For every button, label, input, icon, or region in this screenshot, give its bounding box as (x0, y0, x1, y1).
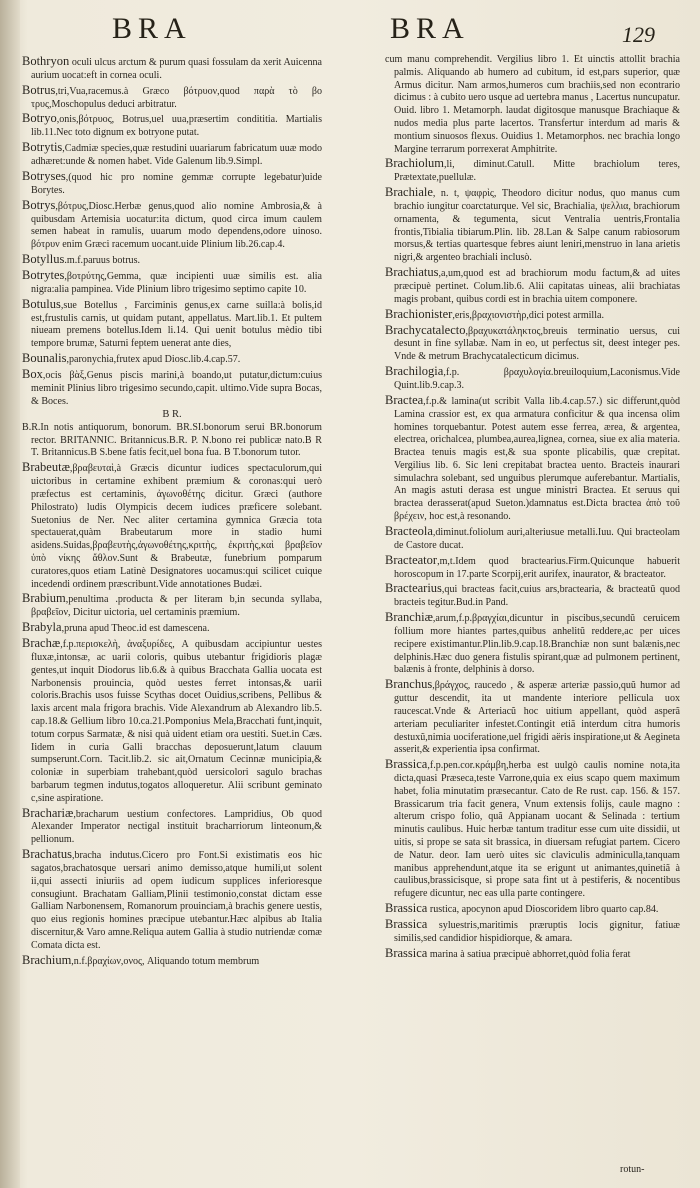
entry-definition: ,tri,Vua,racemus.à Græco βότρυον,quod παρὰ τὸ βο τρυς,Moschopulus deduci arbitratur. (31, 85, 322, 110)
entry-headword: Botulus (22, 296, 61, 311)
dictionary-entry (385, 677, 680, 757)
entry-definition: ,sue Botellus , Farciminis genus,ex carne suilla:à bolis,id est,frustulis carnis, ut quidam putant, appellatus. Mart.lib.1. Et pultem niueam premens botellus.Idem li.14. Qui uenit botulus mèdio tibi tempore brumæ, Saturni feptem uenerat ante dies, (31, 299, 322, 350)
entry-definition: B.R.In notis antiquorum, bonorum. BR.SI.bonorum serui BR.bonorum rector. BRITANNIC. Britannicus.B.R. P. N.bono rei publicæ nato.B R T. Britannicus.B S.bene fatis fecit,uel bona fua. B T.bonorum tutor. (22, 421, 322, 459)
dictionary-entry (385, 946, 680, 962)
dictionary-entry (22, 252, 322, 268)
dictionary-entry (22, 268, 322, 297)
dictionary-entry (385, 757, 680, 901)
entry-definition: ,eris,βραχιονιστὴρ,dici potest armilla. (452, 309, 604, 321)
entry-headword: Branchus (385, 677, 433, 692)
entry-headword: Botryses (22, 168, 66, 183)
entry-headword: Brachæ (22, 636, 61, 651)
entry-definition: ,li, diminut.Catull. Mitte brachiolum teres, Prætextate,puellulæ. (394, 159, 680, 184)
dictionary-entry (22, 953, 322, 969)
entry-definition: rustica, apocynon apud Dioscoridem libro quarto cap.84. (427, 904, 659, 916)
entry-definition: , n. t, ψαφρὶς, Theodoro dicitur nodus, quo manus cum brachio iungitur coarctaturque. Vel sic, Brachialia, ψελλια, brachiorum ornamenta, & tegumenta, sicut Ventralia uentris,Frontalia frontis,Tibialia tibiarum.Plin. lib. 28.Lan & Salpe canum rabiosorum morsus,& tertias quartesque febres aiunt leniri,menstruo in lana arietis nigri,& argenteo brachiali inclusò. (394, 188, 680, 264)
dictionary-entry (22, 198, 322, 252)
entry-headword: Brachycatalecto (385, 322, 466, 337)
entry-headword: Box (22, 366, 43, 381)
right-column (385, 54, 680, 1164)
entry-definition: ,qui bracteas facit,cuius ars,bractearia, & bracteatũ quod bracteis tegitur.Bud.in Pand. (394, 584, 680, 609)
dictionary-entry (22, 297, 322, 351)
entry-headword: Brachariæ (22, 805, 74, 820)
dictionary-entry (22, 140, 322, 169)
dictionary-entry (385, 553, 680, 582)
entry-headword: Botrytis (22, 140, 63, 155)
entry-headword: Brachiale (385, 185, 433, 200)
entry-definition: ,βότρυς,Diosc.Herbæ genus,quod alio nomine Ambrosia,& à quibusdam Artemisia uocatur:ita dictum, quod circa imum caulem semen habeat in ramulis, uuarum modo dependens,odore uinoso. βότρυν enim Græci racemum uocant.uide Plinium lib.26.cap.4. (31, 200, 322, 251)
entry-headword: Botrys (22, 197, 56, 212)
entry-definition: ,Cadmiæ species,quæ restudini uuariarum fabricatum uuæ modo adhæret:unde & nomen habet. Vide Galenum lib.9.Simpl. (31, 143, 322, 168)
dictionary-entry (385, 917, 680, 946)
entry-definition: ,f.p.& lamina(ut scribit Valla lib.4.cap.57.) sic differunt,quòd Lamina crassior est, ex qua armatura conficitur & qua incensa olim homines torquebantur. Potest autem esse ferrea, ærea, & argentea, electrea, orichalcea, plumbea,aurea,lignea, cornea, siue ex alia materia. Bractea tenuis magis est,& sua sponte plicabilis, quæ crepitat. Vergilius lib. 6. Sic leni crepitabat bractea uento. Bracteis inaurari simulachra solebant, sed unguibus plerumque auferebantur. Martialis, An magis astuti derasa est ungue ministri Bractea. Et seruus qui bractea derasserat(apud Sueton.)damnatus est.Dicta bractea ἀπὸ τοῦ βρέχειν, hoc est,à resonando. (394, 395, 680, 523)
binding-gutter (0, 0, 20, 1188)
dictionary-entry (385, 364, 680, 393)
entry-definition: ,arum,f.p.βραγχίαι,dicuntur in piscibus,secundũ ceruicem follium more hiantes partes,quibus anhelitũ reddere,ac per uices recipere existimantur.Plin.lib.9.cap.18.Branchiæ non sunt balænis,nec delphinis.Hæc duo genera fistulis spirant,quæ ad pulmonem pertinent, balænis à fronte, delphinis à dorso. (394, 613, 680, 676)
entry-definition: ,βραβευταὶ,à Græcis dicuntur iudices spectaculorum,qui uictoribus in certamine exhibent præmium & coronas:qui uerò præfectus est certaminis, ἀγωνοθέτης dicitur. Græci (authore Philostrato) ludis Olympicis decem iudices præficere solebant. Suetonius de Ner. Nec aliter certamina gymnica Græcia tota spectauerat,quàm Brabeutarum more in stadio humi asidens.Suidas,βραβευτὴς,ἀγωνοθέτης,κριτὴς, ἐκριτὴς,καὶ βραβεῖον ὑπὸ νίκης ἄθλον.Sunt & Brabeutæ, funebrium pomparum curatores,quos etiam Latinè Designatores uocamus:qui scilicet cuique incedendi ordinem præscribunt.Vide annotationes Budæi. (31, 463, 322, 590)
entry-definition: ,a,um,quod est ad brachiorum modu factum,& ad uites præcipuè pertinet. Colum.lib.6. Alii capitatas uineas, alii brachiatas magis probant, quibus cordi est in brachia uitem componere. (394, 268, 680, 305)
entry-headword: Brabeutæ (22, 460, 70, 475)
dictionary-entry (385, 581, 680, 610)
entry-headword: Bracteator (385, 552, 438, 567)
dictionary-entry (385, 901, 680, 917)
entry-definition: ,βραχυκατάληκτος,breuis terminatio uersus, cui desunt in fine syllabæ. Nam in eo, ut perfectus sit, deest integer pes. Vnde & metrum Brachycatalecticum dicimus. (394, 325, 680, 363)
left-column (22, 54, 322, 1164)
dictionary-entry (22, 422, 322, 460)
entry-definition: ,m,t.Idem quod bractearius.Firm.Quicunque habuerit horoscopum in 17.parte Scorpij,erit aurifex, inaurator, & bracteator. (394, 555, 680, 580)
dictionary-entry (385, 307, 680, 323)
header-right: BRA (390, 12, 470, 45)
dictionary-entry (22, 806, 322, 848)
entry-headword: Bracteola (385, 523, 433, 538)
entry-definition: ,penultima .producta & per literam b,in secunda syllaba, βραβεῖον, Dicitur uictoria, uel certaminis præmium. (31, 594, 322, 619)
entry-definition: ,(quod hic pro nomine gemmæ corrupte legebatur)uide Borytes. (31, 171, 322, 196)
dictionary-entry (22, 620, 322, 636)
header-left: BRA (112, 12, 192, 45)
entry-headword: Botryo (22, 111, 57, 126)
dictionary-entry (22, 351, 322, 367)
running-header (0, 12, 700, 52)
page-number: 129 (622, 22, 655, 47)
dictionary-entry (22, 460, 322, 591)
dictionary-entry (385, 610, 680, 677)
dictionary-entry (22, 83, 322, 112)
entry-headword: Branchiæ (385, 610, 433, 625)
dictionary-entry (22, 847, 322, 953)
dictionary-entry (385, 156, 680, 185)
dictionary-entry (385, 185, 680, 265)
entry-definition: cum manu comprehendit. Vergilius libro 1. Et uinctis attollit brachia palmis. Aliquando ab humero ad cubitum, id est,pars superior, quæ Armus dicitur. Nam armos,humeros cum brachiis,sed non econtrario dicimus : à cubito uero usque ad uertebra manus , Lacertus nuncupatur. Ouid. libro 1. Metamorph. laudat digitosque manusque Brachiaque & nudos media plus parte lacertos. Transfertur interdum ad maris & montium sinuosos flexus. Ouidius 1. Metamorphos. nec brachia longo Margine terrarum porrexerat Amphitrite. (385, 54, 680, 155)
entry-definition: ,f.p.περισκελὴ, ἀναξυρίδες, A quibusdam accipiuntur uestes fluxæ,intonsæ, ac uarii coloris, quibus utebantur frigidioris plagæ gentes,ut inquit Diodorus lib.6.& à quibus Bracchata Gallia uocata est Narbonensis prouincia, quòd uestes ferret intonsas,& uarii coloris.Brachis usos fuisse Scythas docet Ouidius,scribens, Pellibus & laxis arcent mala frigora brachis. Vide Alexandrum ab Alexandro lib.5. cap.18.& Gellium libro 10.ca.21.Pomponius Mela,Bracchati funt,inquit, totum corpus Sarmatæ, & nisi quà uident etiam ora uestiti. Suet.in Cæs. Iidem in curia Galli bracchas deposuerunt,latum clauum sumpserunt.Corn. Tacit.lib.2. sic ait,Ornatum Cecinnæ municipia,& coloniæ in superbiam trahebant,quòd uersicolori sagulo brachas barbarum tegmen indutus,togatos alloqueretur. Alii scribunt geminato c,sine aspiratione. (31, 639, 322, 804)
entry-headword: Bractea (385, 392, 424, 407)
entry-definition: .m.f.paruus botrus. (64, 255, 140, 266)
catchword: rotun- (620, 1164, 645, 1175)
entry-headword: Brachatus (22, 847, 72, 862)
entry-headword: Brassica (385, 945, 428, 960)
entry-headword: Brachiatus (385, 265, 439, 280)
entry-definition: marina à satiua præcipuè abhorret,quòd folia ferat (427, 948, 631, 960)
dictionary-entry (385, 54, 680, 156)
entry-definition: ,n.f.βραχίων,ονος, Aliquando totum membrum (71, 955, 260, 967)
entry-headword: Brassica (385, 901, 428, 916)
entry-headword: Brachionister (385, 306, 453, 321)
entry-headword: Brachilogia (385, 364, 444, 379)
entry-definition: ,βοτρύτης,Gemma, quæ incipienti uuæ similis est. alia nigra:alia pampinea. Vide Plinium libro trigesimo septimo capite 10. (31, 270, 322, 295)
dictionary-entry (385, 265, 680, 307)
entry-headword: Bounalis (22, 351, 67, 365)
entry-headword: Brassica (385, 757, 428, 772)
entry-definition: ,f.p. βραχυλογία.breuiloquium,Laconismus.Vide Quint.lib.9.cap.3. (394, 367, 680, 391)
entry-definition: ,paronychia,frutex apud Diosc.lib.4.cap.57. (66, 354, 241, 365)
dictionary-entry (22, 636, 322, 806)
dictionary-entry (385, 323, 680, 365)
entry-definition: ,bracha indutus.Cicero pro Font.Si existimatis eos hic sagatos,brachatosque uersari animo demisso,atque humili,ut solent ii,qui assecti iniuriis ad opem iudicum supplices inferioresque consugiunt. Brachatam Galliam,Plinii testimonio,constat dictam esse Galliam Narbonensem, Romanorum prouinciam,à brachis genere uestis, quo eius regionis homines præcipue utebantur.Hæc alpibus ab Italia discernitur,& Varo amne.Reliqua autem Gallia à studio nutriendæ comæ Comata dicta est. (31, 850, 322, 951)
entry-headword: Brachiolum (385, 156, 445, 171)
entry-headword: Brachium (22, 952, 72, 967)
entry-headword: Botrus (22, 82, 56, 97)
entry-definition: ,onis,βότρυος, Botrus,uel uua,præsertim condititia. Martialis lib.11.Nec toto dignum ex botryone putat. (31, 114, 322, 139)
entry-definition: ,bracharum uestium confectores. Lampridius, Ob quod Alexander Imperator nectigal instituit bracharriorum linteonum,& pellionum. (31, 808, 322, 846)
entry-headword: Botrytes (22, 267, 65, 282)
dictionary-entry (385, 393, 680, 524)
entry-headword: Botyllus (22, 252, 65, 266)
dictionary-entry (22, 111, 322, 140)
entry-headword: Bractearius (385, 581, 442, 596)
entry-headword: Brabyla (22, 620, 62, 635)
dictionary-entry (385, 524, 680, 553)
dictionary-entry (22, 169, 322, 198)
entry-definition: oculi ulcus arctum & purum quasi fossulam da xerit Auicenna aurium uocat:eft in cornea oculi. (31, 57, 322, 81)
entry-definition: ,f.p.pen.cor.κράμβη,herba est uulgò caulis nomine nota,ita dicta,quasi Præseca,teste Varrone,quia ex eius scapo quem maximum habet, folia minutatim præsecantur. Cato de Re rust. cap. 156. & 157. Brassicarum tria facit genera, Vnum extensis folijs, caule magno : alterum crispo folio, quã Appianam uocant & Selinada : tertium minutis caulibus. Huic herbæ tantum traditur esse cum uite dissidii, ut uitis, si prope se sata sit brassica, in diuersam refugiat partem. Cicero de Natur. deor. Iam uerò uites sic claviculis adminiculla,tanquam manibus apprehendunt,atque ita se erigunt ut animantes,quinetiã à caulibus,brassicisque, si prope sata fint ut à pestiferis, & nocentibus refugere dicuntur, nec eas ulla parte contingere. (394, 760, 680, 900)
entry-definition: ,βράγχος, raucedo , & asperæ arteriæ passio,quũ humor ad guttur descendit, ita ut mandente interiore pellicula uox raucescat.Vnde & Arteriacũ hoc uitium appellant, quòd asperã arteriam peculiariter infestet.Contingit etiã interdum citra humoris destuxũ,nimia uociferatione,uel frigidi aëris inspiratione,ut & Aegineta asserit,& experientia ipsa confirmat. (394, 680, 680, 756)
section-letter-heading: B R. (162, 409, 182, 421)
entry-definition: ,diminut.foliolum auri,alteriusue metalli.Iuu. Qui bracteolam de Castore ducat. (394, 526, 680, 551)
dictionary-entry (22, 591, 322, 620)
entry-headword: Brabium (22, 591, 66, 606)
dictionary-entry (22, 54, 322, 83)
entry-headword: Brassica (385, 916, 428, 931)
entry-headword: Bothryon (22, 54, 70, 68)
entry-definition: ,ocis βὰξ,Genus piscis marini,à boando,ut putatur,dictum:cuius meminit Plinius libro trigesimo secundo,capit. ultimo.Vide supra Bocas, & Boces. (31, 369, 322, 407)
dictionary-entry (22, 367, 322, 409)
entry-definition: ,pruna apud Theoc.id est damescena. (61, 623, 210, 635)
entry-definition: syluestris,maritimis præruptis locis gignitur, fatiuæ similis,sed candidior hispidiorque, & amara. (394, 919, 680, 944)
